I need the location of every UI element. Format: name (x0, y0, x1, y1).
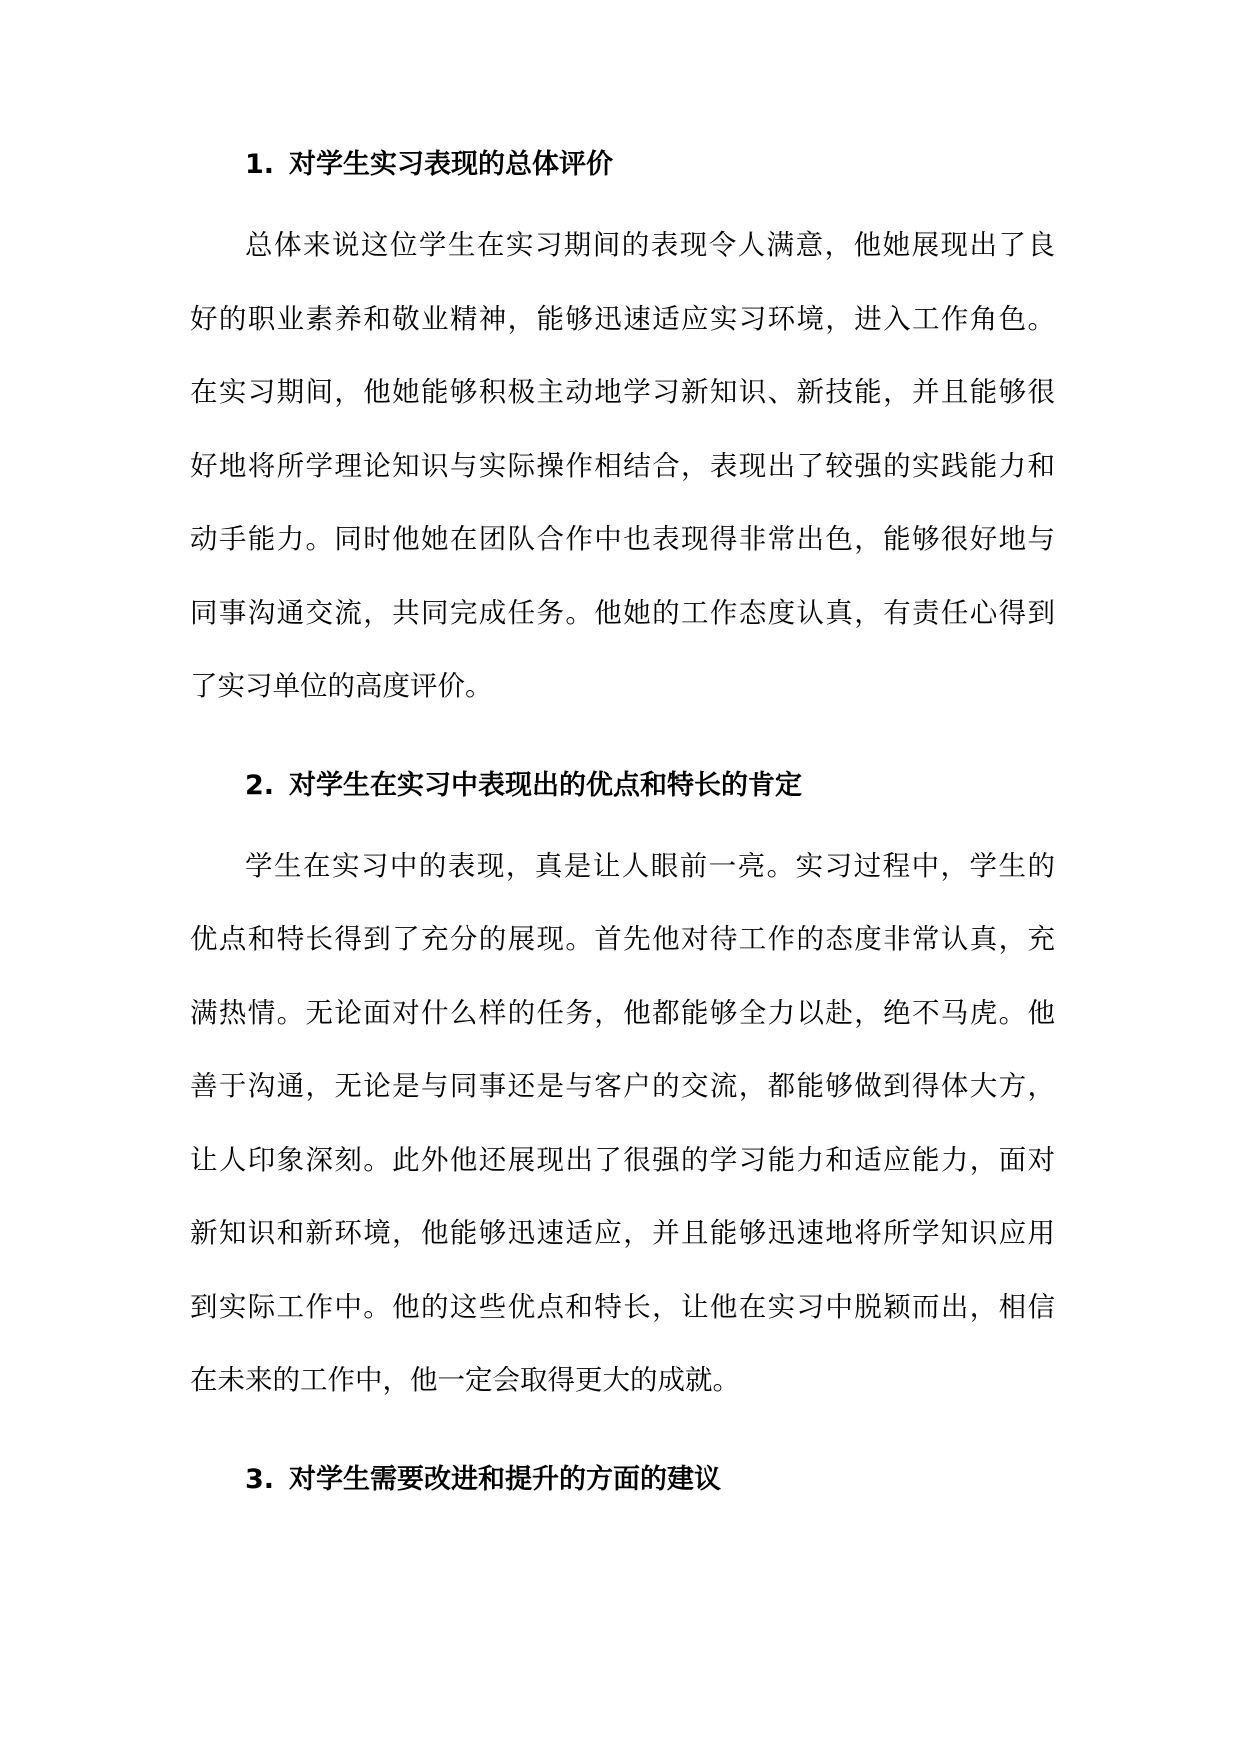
paragraph-line: 满热情。无论面对什么样的任务，他都能够全力以赴，绝不马虎。他 (190, 996, 1055, 1029)
section-paragraph (190, 830, 1055, 1418)
paragraph-line: 总体来说这位学生在实习期间的表现令人满意，他她展现出了良 (245, 229, 1055, 261)
paragraph-line: 学生在实习中的表现，真是让人眼前一亮。实习过程中，学生的 (245, 849, 1055, 882)
paragraph-line: 了实习单位的高度评价。 (190, 670, 493, 702)
section-heading (190, 145, 1055, 185)
section-title: 对学生实习表现的总体评价 (289, 149, 613, 180)
paragraph-line: 让人印象深刻。此外他还展现出了很强的学习能力和适应能力，面对 (190, 1143, 1055, 1176)
document-content (190, 145, 1055, 1500)
paragraph-line: 好的职业素养和敬业精神，能够迅速适应实习环境，进入工作角色。 (190, 302, 1055, 335)
section-title: 对学生需要改进和提升的方面的建议 (289, 1463, 721, 1495)
paragraph-line: 到实际工作中。他的这些优点和特长，让他在实习中脱颖而出，相信 (190, 1290, 1055, 1323)
paragraph-line: 好地将所学理论知识与实际操作相结合，表现出了较强的实践能力和 (190, 449, 1055, 482)
section-number: 3. (245, 1463, 275, 1495)
paragraph-line: 同事沟通交流，共同完成任务。他她的工作态度认真，有责任心得到 (190, 596, 1055, 629)
section-paragraph (190, 209, 1055, 724)
paragraph-line: 在实习期间，他她能够积极主动地学习新知识、新技能，并且能够很 (190, 376, 1055, 408)
paragraph-line: 在未来的工作中，他一定会取得更大的成就。 (190, 1364, 740, 1396)
paragraph-line: 动手能力。同时他她在团队合作中也表现得非常出色，能够很好地与 (190, 523, 1055, 555)
section-heading (190, 1460, 1055, 1500)
section-title: 对学生在实习中表现出的优点和特长的肯定 (289, 769, 802, 801)
section-heading (190, 766, 1055, 806)
paragraph-line: 新知识和新环境，他能够迅速适应，并且能够迅速地将所学知识应用 (190, 1217, 1055, 1249)
section-number: 1. (245, 149, 275, 180)
paragraph-line: 优点和特长得到了充分的展现。首先他对待工作的态度非常认真，充 (190, 923, 1055, 955)
paragraph-line: 善于沟通，无论是与同事还是与客户的交流，都能够做到得体大方， (190, 1070, 1055, 1102)
section-number: 2. (245, 769, 275, 801)
